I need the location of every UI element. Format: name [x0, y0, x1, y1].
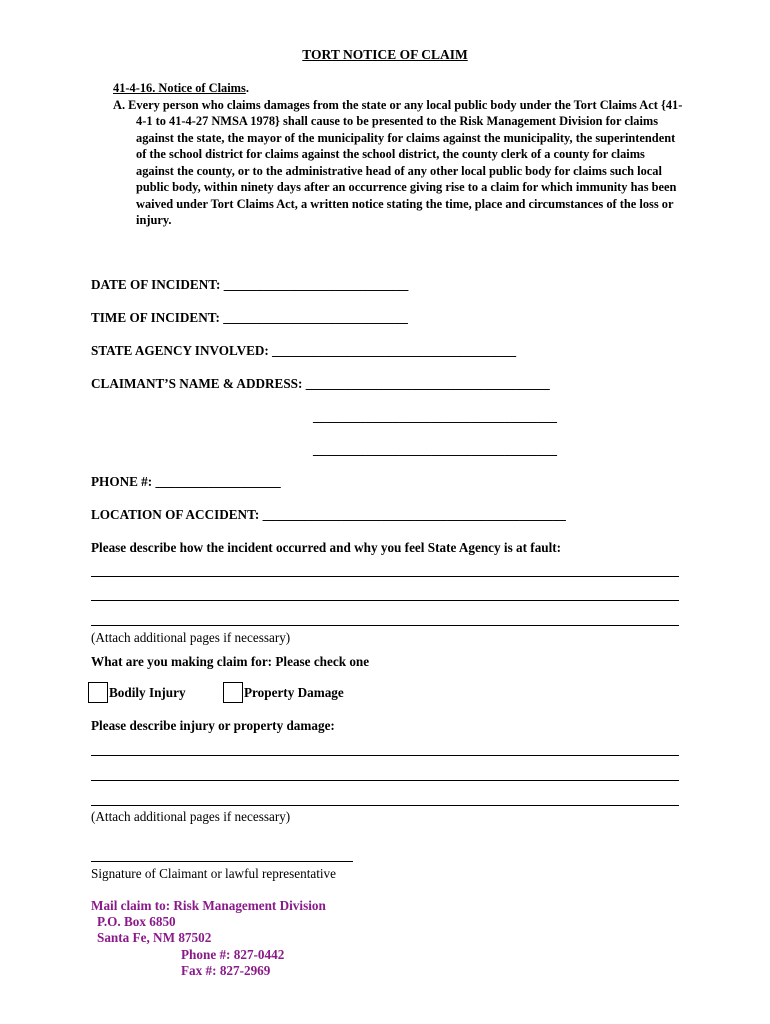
date-of-incident-row [91, 277, 408, 293]
claimant-address-row-3 [313, 442, 557, 458]
claimant-field-2[interactable]: _____________________________________ [313, 409, 557, 424]
incident-description-line-1[interactable] [91, 576, 679, 577]
statute-block [113, 80, 683, 229]
phone-number-line: Phone #: 827-0442 [181, 946, 285, 962]
claimant-row [91, 376, 550, 392]
claimant-field-1[interactable]: _____________________________________ [305, 376, 550, 391]
damage-description-line-2[interactable] [91, 780, 679, 781]
property-damage-label: Property Damage [244, 684, 344, 700]
claim-type-prompt: What are you making claim for: Please check one [91, 654, 370, 669]
property-damage-option[interactable] [223, 682, 344, 703]
damage-description-line-3[interactable] [91, 805, 679, 806]
property-damage-checkbox[interactable] [223, 682, 243, 703]
phone-label: PHONE #: [91, 474, 153, 489]
statute-heading-suffix: . [245, 81, 249, 95]
bodily-injury-label: Bodily Injury [109, 684, 186, 700]
signature-label: Signature of Claimant or lawful representative [91, 866, 336, 881]
attach-note-2: (Attach additional pages if necessary) [91, 809, 291, 824]
damage-description-line-1[interactable] [91, 755, 679, 756]
bodily-injury-option[interactable] [88, 682, 186, 703]
claimant-address-row-2 [313, 409, 557, 425]
claimant-field-3[interactable]: _____________________________________ [313, 442, 557, 457]
date-of-incident-field[interactable]: ____________________________ [223, 277, 409, 292]
time-of-incident-field[interactable]: ____________________________ [223, 310, 408, 325]
location-row [91, 507, 566, 523]
state-agency-label: STATE AGENCY INVOLVED: [91, 343, 269, 358]
time-of-incident-label: TIME OF INCIDENT: [91, 310, 220, 325]
damage-description-prompt: Please describe injury or property damage: [91, 718, 335, 733]
claimant-label: CLAIMANT’S NAME & ADDRESS: [91, 376, 303, 391]
po-box-line: P.O. Box 6850 [97, 914, 176, 930]
mail-to-block [91, 898, 326, 979]
location-field[interactable]: ______________________________________________ [262, 507, 566, 522]
incident-description-line-2[interactable] [91, 600, 679, 601]
fax-number-line: Fax #: 827-2969 [181, 962, 271, 978]
city-state-zip-line: Santa Fe, NM 87502 [97, 930, 212, 946]
signature-line[interactable] [91, 861, 353, 862]
state-agency-field[interactable]: _____________________________________ [272, 343, 517, 358]
date-of-incident-label: DATE OF INCIDENT: [91, 277, 221, 292]
time-of-incident-row [91, 310, 408, 326]
statute-heading: 41-4-16. Notice of Claims [113, 81, 246, 95]
document-title: TORT NOTICE OF CLAIM [302, 47, 468, 62]
statute-paragraph: A. Every person who claims damages from the state or any local public body under the Tort Claims Act {41-4-1 to 41-4-27 NMSA 1978} shall cause to be presented to the Risk Management Division for claims against the state, the mayor of the municipality for claims against the municipality, the superintendent of the school district for claims against the school district, the county clerk of a county for claims against the county, or to the administrative head of any other local public body for claims such local public body, within ninety days after an occurrence giving rise to a claim for which immunity has been waived under Tort Claims Act, a written notice stating the time, place and circumstances of the loss or injury. [113, 97, 683, 227]
incident-description-line-3[interactable] [91, 625, 679, 626]
phone-row [91, 474, 281, 490]
state-agency-row [91, 343, 516, 359]
incident-description-prompt: Please describe how the incident occurred and why you feel State Agency is at fault: [91, 540, 562, 555]
statute-heading-line [113, 80, 683, 97]
bodily-injury-checkbox[interactable] [88, 682, 108, 703]
phone-field[interactable]: ___________________ [155, 474, 281, 489]
attach-note-1: (Attach additional pages if necessary) [91, 630, 291, 645]
location-label: LOCATION OF ACCIDENT: [91, 507, 260, 522]
mail-to-line: Mail claim to: Risk Management Division [91, 898, 326, 913]
